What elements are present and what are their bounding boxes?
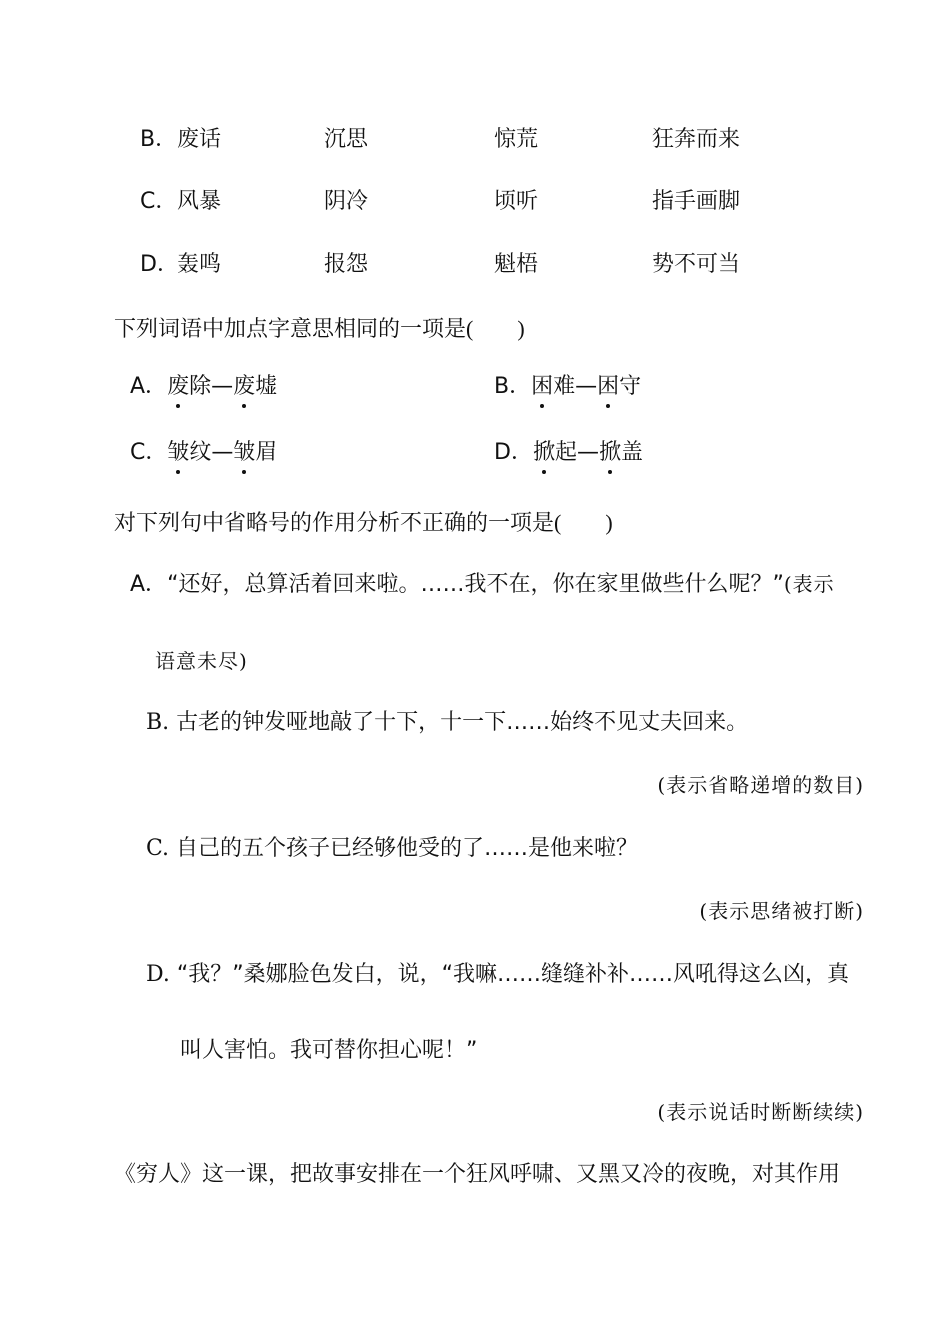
dotted-char: 困	[531, 374, 554, 399]
option-letter: D．	[140, 252, 179, 277]
question-stem-story-setting: 《穷人》这一课，把故事安排在一个狂风呼啸、又黑又冷的夜晚，对其作用	[114, 1162, 841, 1187]
option-d	[494, 440, 643, 466]
option-letter: C．	[140, 189, 178, 214]
option-text: 古老的钟发哑地敲了十下，十一下……始终不见丈夫回来。	[176, 710, 749, 735]
word-rest: 守	[619, 374, 642, 399]
option-a	[130, 374, 277, 400]
dotted-char: 困	[597, 374, 620, 399]
option-letter: B.	[146, 710, 170, 735]
word-rest: 难	[553, 374, 576, 399]
option-note: (表示省略递增的数目)	[657, 773, 864, 797]
option-c	[130, 440, 277, 466]
question-stem-text: 对下列句中省略号的作用分析不正确的一项是	[114, 511, 555, 536]
word-rest: 眉	[255, 440, 278, 465]
option-word: 沉思	[324, 127, 369, 152]
word-rest: 起	[554, 440, 577, 465]
option-word: 阴冷	[324, 189, 369, 214]
dotted-char: 皱	[167, 440, 190, 465]
dash-separator: —	[576, 440, 599, 465]
dotted-char: 废	[167, 374, 190, 399]
answer-blank: ( )	[554, 510, 613, 535]
answer-blank: ( )	[466, 316, 525, 341]
option-text: “我？”桑娜脸色发白，说，“我嘛……缝缝补补……风吼得这么凶，真	[176, 962, 850, 987]
option-word: 顷听	[494, 189, 539, 214]
option-word: 惊荒	[494, 127, 539, 152]
option-word: 轰鸣	[177, 252, 222, 277]
option-note: (表示思绪被打断)	[699, 899, 864, 923]
option-word: 废话	[177, 127, 222, 152]
option-letter: A．	[130, 572, 168, 597]
question-stem-text: 下列词语中加点字意思相同的一项是	[114, 317, 467, 342]
option-d	[146, 962, 849, 988]
option-a	[130, 572, 835, 598]
option-word: 魁梧	[494, 252, 539, 277]
option-text-continued: 叫人害怕。我可替你担心呢！”	[180, 1038, 478, 1063]
question-stem	[114, 510, 613, 537]
option-word: 势不可当	[652, 252, 741, 277]
option-letter: B．	[494, 374, 532, 399]
word-rest: 盖	[621, 440, 644, 465]
option-c	[146, 836, 638, 862]
dash-separator: —	[211, 440, 234, 465]
option-letter: D.	[146, 962, 170, 987]
option-word: 报怨	[324, 252, 369, 277]
option-note: (表示说话时断断续续)	[657, 1100, 864, 1124]
option-word: 狂奔而来	[652, 127, 741, 152]
dotted-char: 掀	[532, 440, 555, 465]
dotted-char: 皱	[233, 440, 256, 465]
option-text: “还好，总算活着回来啦。……我不在，你在家里做些什么呢？”	[167, 572, 784, 597]
option-note-continued: 语意未尽)	[155, 649, 248, 673]
option-b	[146, 710, 748, 736]
option-letter: C.	[146, 836, 170, 861]
option-word: 风暴	[177, 189, 222, 214]
option-letter: C．	[130, 440, 168, 465]
option-text: 自己的五个孩子已经够他受的了……是他来啦？	[176, 836, 639, 861]
option-letter: B．	[140, 127, 178, 152]
option-b	[494, 374, 641, 400]
dash-separator: —	[575, 374, 598, 399]
option-word: 指手画脚	[652, 189, 741, 214]
word-rest: 除	[189, 374, 212, 399]
dash-separator: —	[211, 374, 234, 399]
question-stem	[114, 316, 525, 343]
dotted-char: 废	[233, 374, 256, 399]
option-note: (表示	[783, 572, 835, 596]
dotted-char: 掀	[598, 440, 621, 465]
option-letter: D．	[494, 440, 533, 465]
word-rest: 纹	[189, 440, 212, 465]
option-letter: A．	[130, 374, 168, 399]
word-rest: 墟	[255, 374, 278, 399]
